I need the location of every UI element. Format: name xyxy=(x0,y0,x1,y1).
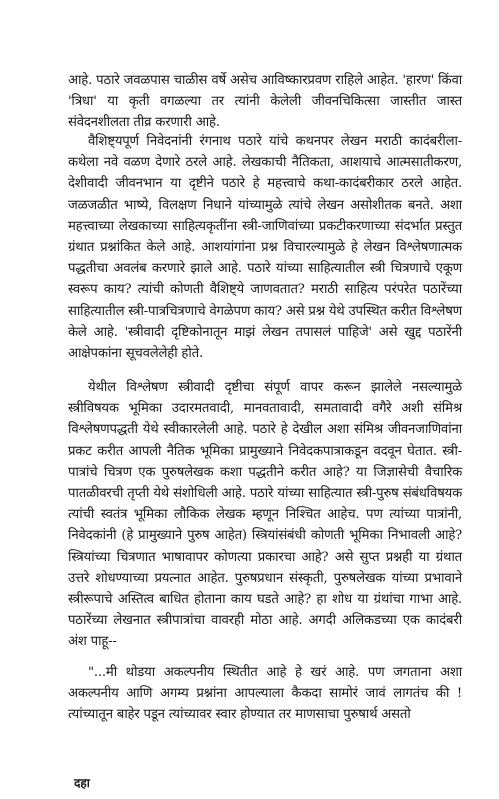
paragraph-analysis-method: येथील विश्लेषण स्त्रीवादी दृष्टीचा संपूर्ण वापर करून झालेले नसल्यामुळे स्त्रीविषयक भूमिका उदारमतवादी, मानवतावादी, समतावादी वगैरे अशी संमिश्र विश्लेषणपद्धती येथे स्वीकारलेली आहे. पठारे हे देखील अशा संमिश्र जीवनजाणिवांना प्रकट करीत आपली नैतिक भूमिका प्रामुख्याने निवेदकपात्राकडून वदवून घेतात. स्त्री-पात्रांचे चित्रण एक पुरुषलेखक कशा पद्धतीने करीत आहे? या जिज्ञासेची वैचारिक पातळीवरची तृप्ती येथे संशोधिली आहे. पठारे यांच्या साहित्यात स्त्री-पुरुष संबंधविषयक त्यांची स्वतंत्र भूमिका लौकिक लेखक म्हणून निश्चित आहेच. पण त्यांच्या पात्रांनी, निवेदकांनी (हे प्रामुख्याने पुरुष आहेत) स्त्रियांसंबंधी कोणती भूमिका निभावली आहे? स्त्रियांच्या चित्रणात भाषावापर कोणत्या प्रकारचा आहे? असे सुप्त प्रश्नही या ग्रंथात उत्तरे शोधण्याच्या प्रयत्नात आहेत. पुरुषप्रधान संस्कृती, पुरुषलेखक यांच्या प्रभावाने स्त्रीरूपाचे अस्तित्व बाधित होताना काय घडते आहे? हा शोध या ग्रंथांचा गाभा आहे. पठारेंच्या लेखनात स्त्रीपात्रांचा वावरही मोठा आहे. अगदी अलिकडच्या एक कादंबरी अंश पाहू-- xyxy=(68,380,462,650)
paragraph-narrative-style: वैशिष्ट्यपूर्ण निवेदनांनी रंगनाथ पठारे यांचे कथनपर लेखन मराठी कादंबरीला-कथेला नवे वळण देणारे ठरले आहे. लेखकाची नैतिकता, आशयाचे आत्मसातीकरण, देशीवादी जीवनभान या दृष्टीने पठारे हे महत्त्वाचे कथा-कादंबरीकार ठरले आहेत. जळजळीत भाष्ये, विलक्षण निधाने यांच्यामुळे त्यांचे लेखन असोशीतक बनते. अशा महत्त्वाच्या लेखकाच्या साहित्यकृतींना स्त्री-जाणिवांच्या प्रकटीकरणाच्या संदर्भात प्रस्तुत ग्रंथात प्रश्नांकित केले आहे. आशयांगांना प्रश्न विचारल्यामुळे हे लेखन विश्लेषणात्मक पद्धतीचा अवलंब करणारे झाले आहे. पठारे यांच्या साहित्यातील स्त्री चित्रणाचे एकूण स्वरूप काय? त्यांची कोणती वैशिष्ट्ये जाणवतात? मराठी साहित्य परंपरेत पठारेंच्या साहित्यातील स्त्री-पात्रचित्रणाचे वेगळेपण काय? असे प्रश्न येथे उपस्थित करीत विश्लेषण केले आहे. 'स्त्रीवादी दृष्टिकोनातून माझं लेखन तपासलं पाहिजे' असे खुद्द पठारेंनी आक्षेपकांना सूचवलेलेही होते. xyxy=(68,134,462,362)
paragraph-continuation: आहे. पठारे जवळपास चाळीस वर्षे असेच आविष्कारप्रवण राहिले आहेत. 'हारण' किंवा 'त्रिधा' या कृती वगळल्या तर त्यांनी केलेली जीवनचिकित्सा जास्तीत जास्त संवेदनशीलता तीव्र करणारी आहे. xyxy=(68,73,462,131)
page-folio: दहा xyxy=(74,776,90,790)
paragraph-novel-quote: "...मी थोडया अकल्पनीय स्थितीत आहे हे खरं आहे. पण जगताना अशा अकल्पनीय आणि अगम्य प्रश्नांना आपल्याला कैकदा सामोरं जावं लागतंच की ! त्यांच्यातून बाहेर पडून त्यांच्यावर स्वार होण्यात तर माणसाचा पुरुषार्थ असतो xyxy=(68,665,462,723)
